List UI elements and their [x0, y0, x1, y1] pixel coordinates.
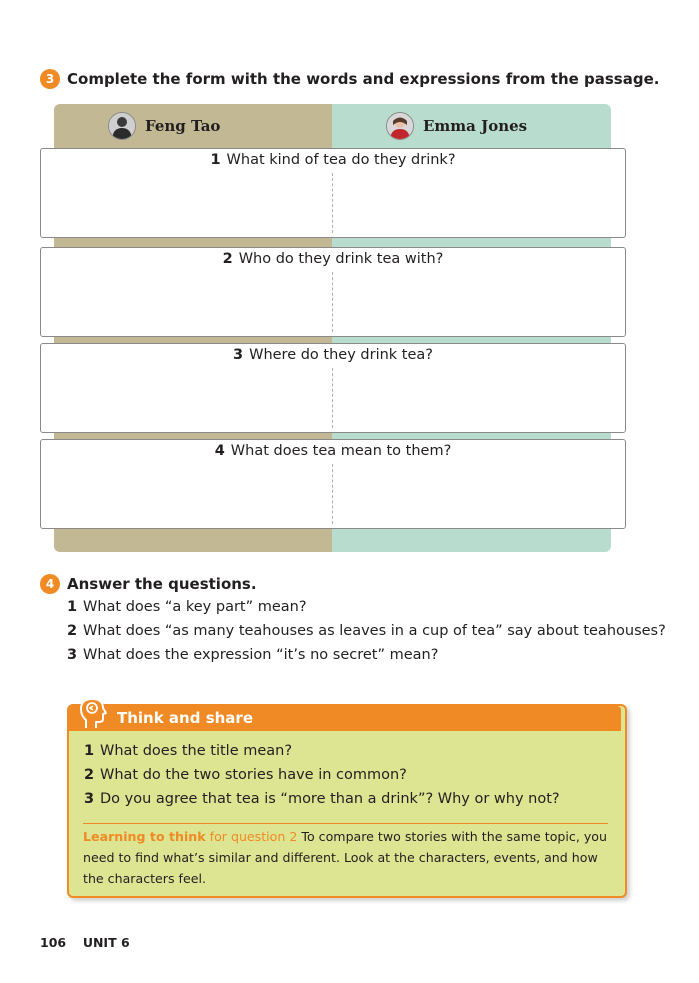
form-question-box	[40, 148, 626, 238]
question-text: What does the title mean?	[100, 743, 293, 759]
unit-label: UNIT 6	[82, 935, 130, 950]
exercise-4-question	[67, 623, 666, 639]
question-number: 3	[84, 791, 95, 807]
question-text: What does tea mean to them?	[230, 443, 452, 459]
page-footer	[40, 935, 130, 950]
think-and-share-question	[84, 743, 292, 759]
column-divider	[332, 173, 333, 233]
think-and-share-question	[84, 791, 560, 807]
question-text: What does “as many teahouses as leaves in a cup of tea” say about teahouses?	[83, 623, 666, 639]
feng-tao-name: Feng Tao	[145, 117, 221, 135]
question-text: What kind of tea do they drink?	[226, 152, 456, 168]
page-number: 106	[40, 935, 67, 950]
exercise-4-number-badge: 4	[40, 574, 60, 594]
form-question	[41, 251, 625, 267]
feng-tao-avatar	[108, 112, 136, 140]
question-text: Do you agree that tea is “more than a drink”? Why or why not?	[100, 791, 560, 807]
form-question	[41, 443, 625, 459]
emma-jones-avatar	[386, 112, 414, 140]
question-number: 3	[233, 347, 244, 363]
exercise-4-instruction: Answer the questions.	[67, 575, 257, 593]
question-number: 1	[210, 152, 221, 168]
question-text: What does the expression “it’s no secret” mean?	[83, 647, 439, 663]
question-text: What does “a key part” mean?	[83, 599, 307, 615]
exercise-3-instruction: Complete the form with the words and expressions from the passage.	[67, 70, 660, 88]
exercise-4-question	[67, 599, 307, 615]
question-number: 4	[214, 443, 225, 459]
form-question-box	[40, 343, 626, 433]
head-thinking-icon	[78, 696, 114, 736]
question-text: What do the two stories have in common?	[100, 767, 407, 783]
think-and-share-question	[84, 767, 407, 783]
question-text: Who do they drink tea with?	[238, 251, 444, 267]
emma-jones-name: Emma Jones	[423, 117, 528, 135]
panel-divider	[83, 823, 608, 824]
think-and-share-title: Think and share	[117, 709, 253, 727]
form-question	[41, 347, 625, 363]
learning-to-think-text: To compare two stories with the same topic, you need to find what’s similar and different. Look at the characters, events, and how the characters feel.	[83, 829, 607, 886]
question-number: 2	[67, 623, 78, 639]
form-question	[41, 152, 625, 168]
form-question-box	[40, 439, 626, 529]
learning-to-think-for: for question 2	[209, 829, 298, 844]
question-number: 3	[67, 647, 78, 663]
question-number: 1	[84, 743, 95, 759]
question-number: 1	[67, 599, 78, 615]
question-number: 2	[222, 251, 233, 267]
column-divider	[332, 464, 333, 524]
exercise-4-question	[67, 647, 438, 663]
column-divider	[332, 272, 333, 332]
column-divider	[332, 368, 333, 428]
exercise-3-number-badge: 3	[40, 69, 60, 89]
question-number: 2	[84, 767, 95, 783]
question-text: Where do they drink tea?	[249, 347, 433, 363]
learning-to-think-label: Learning to think	[83, 829, 206, 844]
form-question-box	[40, 247, 626, 337]
learning-to-think-note	[83, 826, 613, 889]
